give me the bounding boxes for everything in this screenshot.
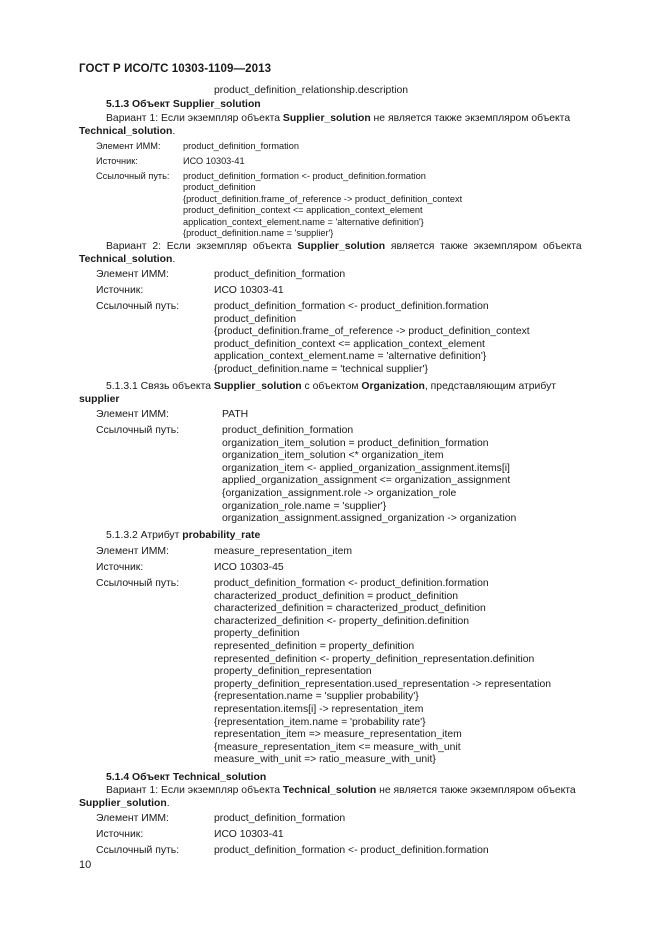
text: Вариант 1: Если экземпляр объекта xyxy=(106,113,283,124)
path-line: organization_item_solution <* organization_item xyxy=(222,450,444,462)
path-line: {product_definition.name = 'technical supplier'} xyxy=(214,363,428,375)
value-element: product_definition_formation xyxy=(214,269,346,280)
path-line: product_definition_formation <- product_definition.formation xyxy=(214,301,489,312)
entity-name: Organization xyxy=(361,381,425,392)
path-line: product_definition_formation xyxy=(222,425,354,436)
section-5-1-3-1-heading-line1 xyxy=(106,381,556,394)
label-element: Элемент ИММ: xyxy=(96,409,169,420)
label-path: Ссылочный путь: xyxy=(96,171,170,181)
path-line: product_definition xyxy=(214,313,297,325)
path-line: organization_item_solution = product_definition_formation xyxy=(222,437,489,449)
text: Вариант 1: Если экземпляр объекта xyxy=(106,785,283,796)
path-line: property_definition_representation xyxy=(214,666,372,678)
text: 5.1.3.1 Связь объекта xyxy=(106,381,214,392)
label-element: Элемент ИММ: xyxy=(96,546,169,557)
label-source: Источник: xyxy=(96,285,144,296)
text: . xyxy=(166,798,170,809)
value-element: PATH xyxy=(222,409,249,420)
entity-name: Supplier_solution xyxy=(79,798,167,809)
entity-name: Supplier_solution xyxy=(213,381,302,392)
value-element: product_definition_formation xyxy=(214,813,346,824)
label-source: Источник: xyxy=(96,829,144,840)
path-line: organization_role.name = 'supplier'} xyxy=(222,500,387,512)
text: , представляющим атрибут xyxy=(424,381,557,392)
value-source: ИСО 10303-45 xyxy=(214,562,284,573)
label-element: Элемент ИММ: xyxy=(96,269,169,280)
section-5-1-4-heading: 5.1.4 Объект Technical_solution xyxy=(106,772,267,783)
value-source: ИСО 10303-41 xyxy=(214,829,284,840)
label-path: Ссылочный путь: xyxy=(96,845,180,856)
text: с объектом xyxy=(301,381,362,392)
variant2-paragraph-line1 xyxy=(106,241,582,254)
path-line: product_definition_formation <- product_definition.formation xyxy=(183,171,426,181)
path-line: property_definition_representation.used_representation -> representation xyxy=(214,678,552,690)
path-line: characterized_definition = characterized_product_definition xyxy=(214,603,486,615)
value-element: product_definition_formation xyxy=(183,141,299,151)
path-line: {product_definition.frame_of_reference -> product_definition_context xyxy=(214,326,530,338)
entity-name: Technical_solution xyxy=(79,254,173,265)
path-line: represented_definition = property_definition xyxy=(214,640,415,652)
label-source: Источник: xyxy=(96,562,144,573)
reference-path-block xyxy=(222,425,516,526)
text: не является также экземпляром объекта xyxy=(376,785,576,796)
path-line: {measure_representation_item <= measure_with_unit xyxy=(214,741,461,753)
entity-name: Technical_solution xyxy=(282,785,377,796)
entity-name: Supplier_solution xyxy=(297,241,386,252)
label-path: Ссылочный путь: xyxy=(96,578,180,589)
path-line: property_definition xyxy=(214,628,300,640)
entity-name: Technical_solution xyxy=(79,126,173,137)
path-line: {representation.name = 'supplier probability'} xyxy=(214,691,419,703)
entity-name: Supplier_solution xyxy=(282,113,371,124)
reference-path-block xyxy=(214,578,551,767)
path-line: product_definition_context <= application_context_element xyxy=(214,338,485,350)
path-line: measure_with_unit => ratio_measure_with_unit} xyxy=(214,754,436,766)
label-source: Источник: xyxy=(96,156,138,166)
text: не является также экземпляром объекта xyxy=(370,113,571,124)
variant1-paragraph-line2 xyxy=(79,798,170,811)
path-line: organization_item <- applied_organization_assignment.items[i] xyxy=(222,462,510,474)
path-line: {product_definition.name = 'supplier'} xyxy=(183,228,334,239)
value-path: product_definition_formation <- product_definition.formation xyxy=(214,845,489,856)
label-path: Ссылочный путь: xyxy=(96,301,180,312)
section-5-1-3-heading: 5.1.3 Объект Supplier_solution xyxy=(106,99,261,110)
value-source: ИСО 10303-41 xyxy=(214,285,284,296)
path-line: application_context_element.name = 'alternative definition'} xyxy=(183,216,424,227)
path-line: characterized_definition <- property_definition.definition xyxy=(214,615,470,627)
path-line: representation.items[i] -> representation_item xyxy=(214,703,424,715)
variant2-paragraph-line2 xyxy=(79,254,175,267)
path-line: organization_assignment.assigned_organization -> organization xyxy=(222,513,517,525)
text: Вариант 2: Если экземпляр объекта xyxy=(106,241,298,252)
label-element: Элемент ИММ: xyxy=(96,141,161,151)
path-line: {organization_assignment.role -> organization_role xyxy=(222,487,457,499)
path-line: product_definition_context <= application_context_element xyxy=(183,205,423,216)
continuation-line: product_definition_relationship.description xyxy=(214,85,409,96)
path-line: represented_definition <- property_definition_representation.definition xyxy=(214,653,535,665)
path-line: application_context_element.name = 'alternative definition'} xyxy=(214,351,487,363)
page-number: 10 xyxy=(79,859,92,871)
attribute-name: probability_rate xyxy=(182,530,261,541)
document-header: ГОСТ Р ИСО/ТС 10303-1109—2013 xyxy=(79,63,272,75)
reference-path-block xyxy=(214,301,530,377)
path-line: applied_organization_assignment <= organization_assignment xyxy=(222,475,511,487)
value-element: measure_representation_item xyxy=(214,546,353,557)
text: . xyxy=(172,254,176,265)
section-5-1-3-1-heading-line2: supplier xyxy=(79,394,120,405)
label-path: Ссылочный путь: xyxy=(96,425,180,436)
path-line: representation_item => measure_representation_item xyxy=(214,729,462,741)
path-line: {product_definition.frame_of_reference -> product_definition_context xyxy=(183,193,463,204)
path-line: {representation_item.name = 'probability rate'} xyxy=(214,716,426,728)
value-source: ИСО 10303-41 xyxy=(183,156,245,166)
path-line: product_definition xyxy=(183,182,256,193)
variant1-paragraph-line1 xyxy=(106,785,576,798)
reference-path-block xyxy=(183,171,462,239)
path-line: characterized_product_definition = product_definition xyxy=(214,590,459,602)
text: . xyxy=(172,126,176,137)
section-5-1-3-2-heading xyxy=(106,530,260,543)
text: 5.1.3.2 Атрибут xyxy=(106,530,183,541)
label-element: Элемент ИММ: xyxy=(96,813,169,824)
variant1-paragraph-line2 xyxy=(79,126,175,139)
variant1-paragraph-line1 xyxy=(106,113,570,126)
path-line: product_definition_formation <- product_definition.formation xyxy=(214,578,489,589)
text: является также экземпляром объекта xyxy=(385,241,582,252)
